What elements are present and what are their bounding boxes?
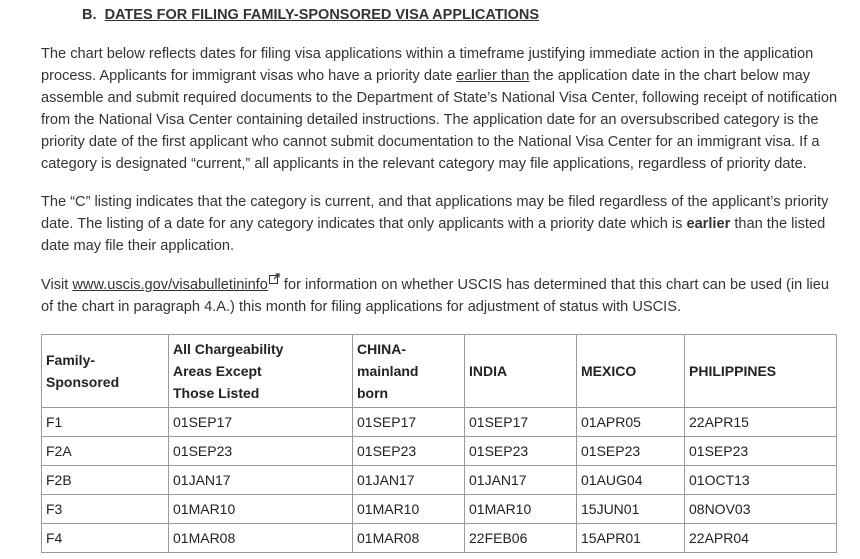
column-header — [353, 335, 465, 408]
date-cell: 01SEP17 — [169, 408, 353, 437]
table-row — [42, 408, 837, 437]
date-cell: 08NOV03 — [685, 495, 837, 524]
column-header-line: Sponsored — [46, 374, 120, 390]
date-cell: 01APR05 — [577, 408, 685, 437]
table-body — [42, 408, 837, 553]
date-cell: 15JUN01 — [577, 495, 685, 524]
current-text-1: The “C” listing indicates that the category is current, and that applications may be filed regardless of the applicant’s priority date. The listing of a date for any category indicates that only applicants with a priority date which is — [41, 194, 829, 232]
category-cell: F2A — [42, 437, 169, 466]
date-cell: 01SEP23 — [577, 437, 685, 466]
column-header-line: mainland — [357, 363, 419, 379]
category-cell: F3 — [42, 495, 169, 524]
column-header — [577, 335, 685, 408]
column-header-line: All Chargeability — [173, 341, 284, 357]
column-header-line: Family- — [46, 352, 96, 368]
current-emphasis: earlier — [686, 216, 731, 232]
table-row — [42, 466, 837, 495]
filing-dates-table — [41, 334, 837, 553]
column-header-line: MEXICO — [581, 363, 637, 379]
table-row — [42, 524, 837, 553]
column-header-line: Those Listed — [173, 385, 260, 401]
date-cell: 15APR01 — [577, 524, 685, 553]
table-row — [42, 437, 837, 466]
category-cell: F2B — [42, 466, 169, 495]
date-cell: 01OCT13 — [685, 466, 837, 495]
date-cell: 22FEB06 — [465, 524, 577, 553]
section-heading — [82, 7, 539, 23]
date-cell: 01JAN17 — [465, 466, 577, 495]
column-header — [465, 335, 577, 408]
current-text-2: than the listed date may file their application. — [41, 216, 826, 254]
intro-paragraph — [41, 43, 841, 175]
table-header-row — [42, 335, 837, 408]
date-cell: 01MAR10 — [353, 495, 465, 524]
uscis-paragraph — [41, 273, 841, 318]
column-header — [169, 335, 353, 408]
date-cell: 01SEP23 — [685, 437, 837, 466]
date-cell: 01MAR10 — [465, 495, 577, 524]
column-header — [42, 335, 169, 408]
column-header-line: INDIA — [469, 363, 508, 379]
category-cell: F1 — [42, 408, 169, 437]
uscis-prefix: Visit — [41, 277, 73, 293]
section-letter: B. — [82, 7, 97, 23]
external-link-icon[interactable] — [269, 273, 280, 284]
column-header-line: Areas Except — [173, 363, 262, 379]
date-cell: 01MAR08 — [353, 524, 465, 553]
date-cell: 01MAR08 — [169, 524, 353, 553]
date-cell: 01JAN17 — [353, 466, 465, 495]
current-listing-paragraph — [41, 191, 841, 257]
intro-emphasis: earlier than — [456, 68, 530, 84]
date-cell: 01SEP17 — [465, 408, 577, 437]
date-cell: 01JAN17 — [169, 466, 353, 495]
date-cell: 22APR04 — [685, 524, 837, 553]
table-row — [42, 495, 837, 524]
intro-text-1: The chart below reflects dates for filing visa applications within a timeframe justifying immediate action in the application process. Applicants for immigrant visas who have a priority date — [41, 46, 814, 84]
section-title: DATES FOR FILING FAMILY-SPONSORED VISA APPLICATIONS — [104, 7, 540, 23]
column-header — [685, 335, 837, 408]
intro-text-2: the application date in the chart below may assemble and submit required documents to the Department of State’s National Visa Center, following receipt of notification from the National Visa Center containing detailed instructions. The application date for an oversubscribed category is the priority date of the first applicant who cannot submit documentation to the National Visa Center for an immigrant visa. If a category is designated “current,” all applicants in the relevant category may file applications, regardless of priority date. — [41, 68, 838, 172]
category-cell: F4 — [42, 524, 169, 553]
date-cell: 01AUG04 — [577, 466, 685, 495]
date-cell: 01SEP23 — [353, 437, 465, 466]
column-header-line: PHILIPPINES — [689, 363, 777, 379]
date-cell: 01MAR10 — [169, 495, 353, 524]
uscis-suffix: for information on whether USCIS has determined that this chart can be used (in lieu of the chart in paragraph 4.A.) this month for filing applications for adjustment of status with USCIS. — [41, 277, 830, 315]
column-header-line: born — [357, 385, 389, 401]
uscis-visa-bulletin-link[interactable]: www.uscis.gov/visabulletininfo — [72, 277, 268, 293]
date-cell: 22APR15 — [685, 408, 837, 437]
column-header-line: CHINA- — [357, 341, 406, 357]
date-cell: 01SEP23 — [465, 437, 577, 466]
date-cell: 01SEP23 — [169, 437, 353, 466]
date-cell: 01SEP17 — [353, 408, 465, 437]
